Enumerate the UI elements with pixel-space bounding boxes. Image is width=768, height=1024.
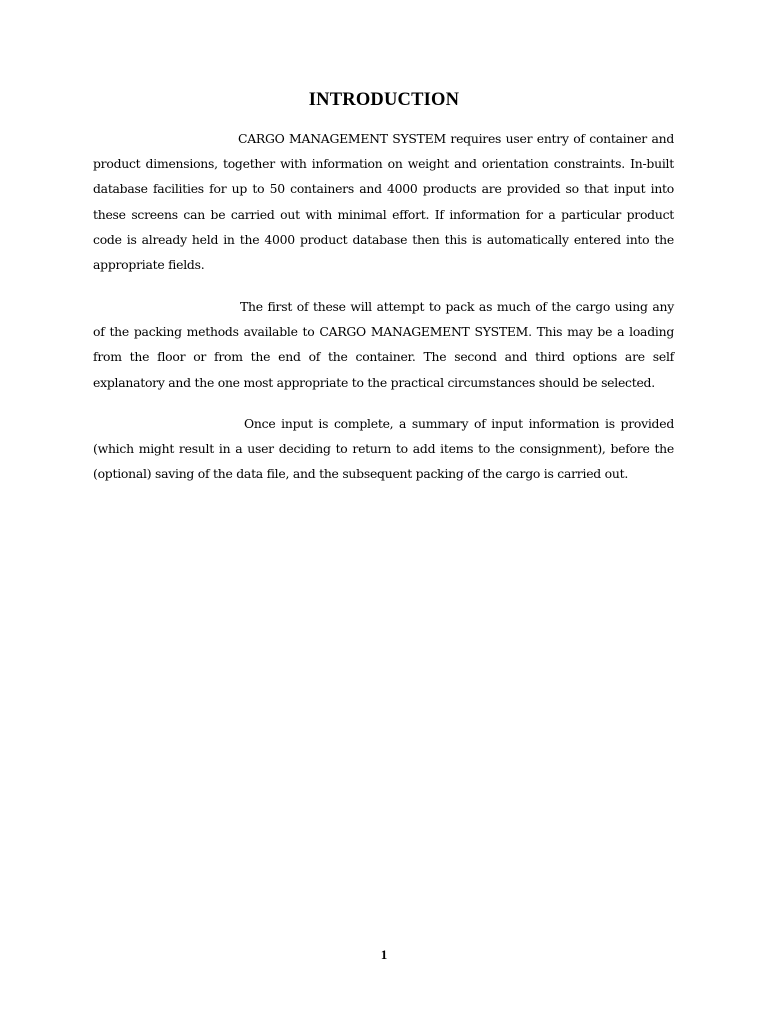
paragraph-introduction-2: The first of these will attempt to pack as much of the cargo using any of the packing methods available to CARGO MANAGEMENT SYSTEM. This may be a loading from the floor or from the end of the container. The second and third options are self explanatory and the one most appropriate to the practical circumstances should be selected. xyxy=(93,299,674,390)
page-number: 1 xyxy=(380,947,388,962)
paragraph-introduction-3: Once input is complete, a summary of input information is provided (which might result in a user deciding to return to add items to the consignment), before the (optional) saving of the data file, and the subsequent packing of the cargo is carried out. xyxy=(93,416,674,482)
page-title: INTRODUCTION xyxy=(308,90,460,110)
paragraph-introduction-1: CARGO MANAGEMENT SYSTEM requires user entry of container and product dimensions, together with information on weight and orientation constraints. In-built database facilities for up to 50 containers and 4000 products are provided so that input into these screens can be carried out with minimal effort. If information for a particular product code is already held in the 4000 product database then this is automatically entered into the appropriate fields. xyxy=(93,131,674,273)
